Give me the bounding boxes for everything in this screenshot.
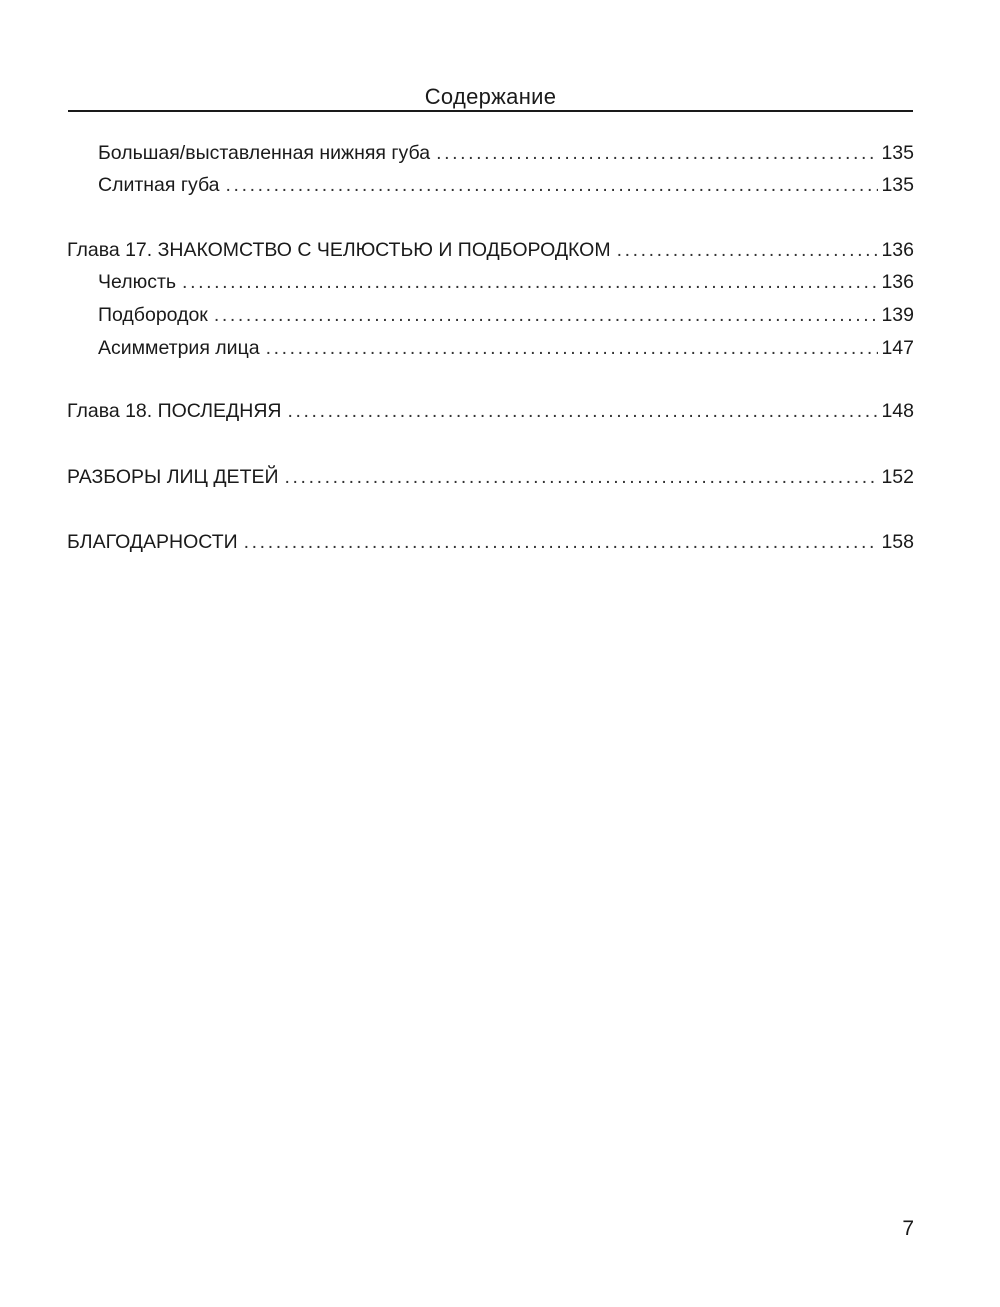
header-rule <box>68 110 913 112</box>
toc-entry <box>98 173 914 197</box>
toc-leader-dots <box>288 399 879 423</box>
toc-entry <box>67 465 914 489</box>
toc-entry <box>67 530 914 554</box>
toc-entry-page: 148 <box>881 400 914 422</box>
toc-entry-page: 136 <box>881 239 914 261</box>
toc-entry-label: БЛАГОДАРНОСТИ <box>67 531 238 553</box>
page-number: 7 <box>902 1217 914 1240</box>
toc-entry-label: РАЗБОРЫ ЛИЦ ДЕТЕЙ <box>67 466 279 488</box>
toc-leader-dots <box>436 141 878 165</box>
toc-entry <box>67 238 914 262</box>
toc-entry-page: 139 <box>881 304 914 326</box>
toc-entry-label: Большая/выставленная нижняя губа <box>98 142 431 164</box>
toc-entry-page: 136 <box>881 271 914 293</box>
toc-entry-label: Глава 17. ЗНАКОМСТВО С ЧЕЛЮСТЬЮ И ПОДБОРОДКОМ <box>67 239 611 261</box>
toc-entry-label: Глава 18. ПОСЛЕДНЯЯ <box>67 400 282 422</box>
toc-entry-page: 152 <box>881 466 914 488</box>
toc-entry-page: 135 <box>881 174 914 196</box>
toc-leader-dots <box>285 465 879 489</box>
toc-entry-label: Асимметрия лица <box>98 337 260 359</box>
running-header-title: Содержание <box>424 84 557 109</box>
toc-entry <box>98 270 914 294</box>
toc-entry <box>98 303 914 327</box>
toc-leader-dots <box>214 303 879 327</box>
toc-entry-page: 147 <box>881 337 914 359</box>
toc-entry-page: 135 <box>881 142 914 164</box>
toc-entry <box>98 141 914 165</box>
toc-entry <box>98 336 914 360</box>
toc-leader-dots <box>226 173 879 197</box>
toc-entry <box>67 399 914 423</box>
toc-entry-page: 158 <box>881 531 914 553</box>
toc-entry-label: Подбородок <box>98 304 208 326</box>
toc-leader-dots <box>617 238 879 262</box>
toc-leader-dots <box>244 530 879 554</box>
toc-leader-dots <box>266 336 879 360</box>
toc-leader-dots <box>182 270 878 294</box>
toc-entry-label: Слитная губа <box>98 174 220 196</box>
toc-entry-label: Челюсть <box>98 271 177 293</box>
